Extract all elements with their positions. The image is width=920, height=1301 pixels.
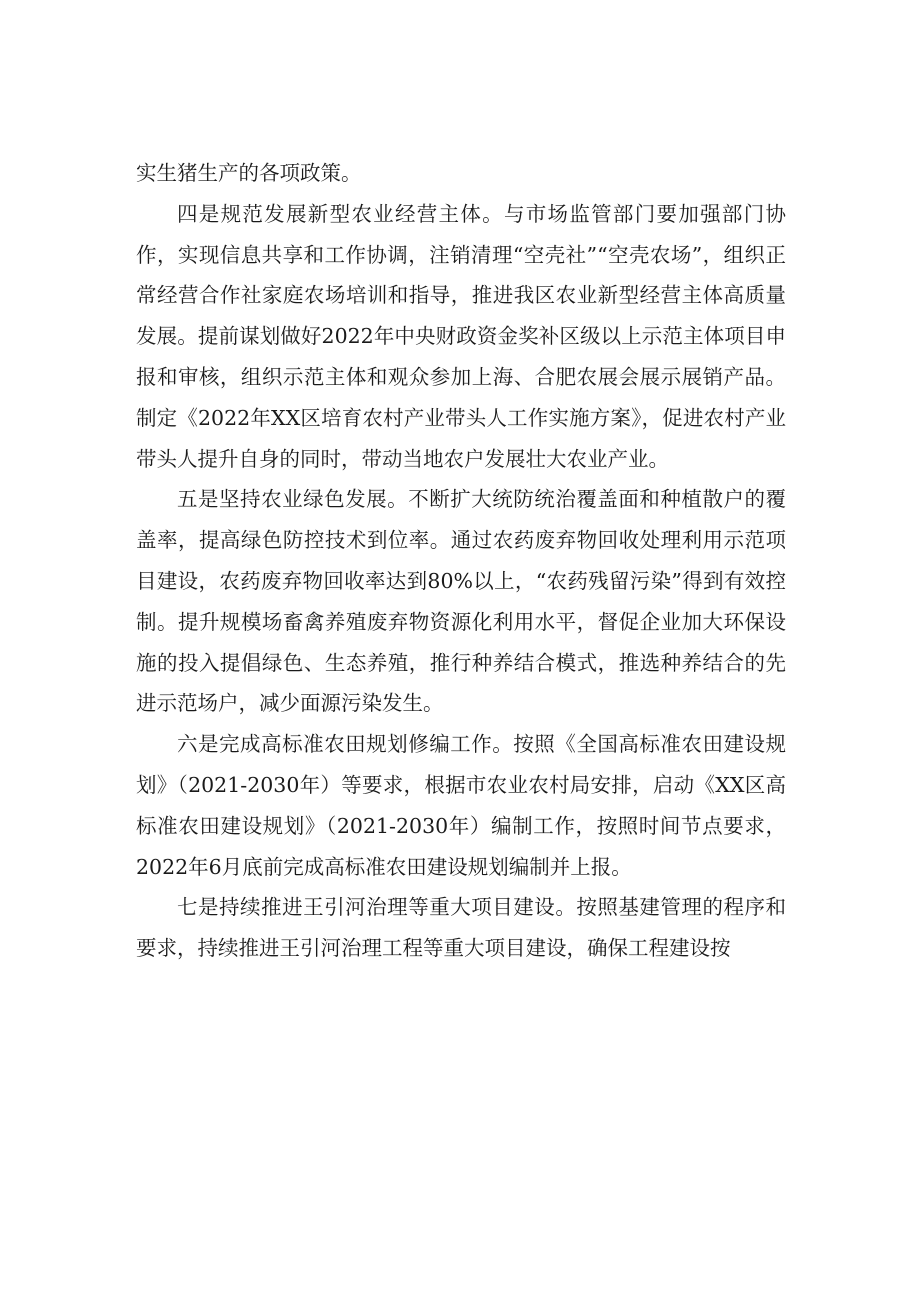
paragraph-new-agri-entities: 四是规范发展新型农业经营主体。与市场监管部门要加强部门协作，实现信息共享和工作协调，注销清理“空壳社”“空壳农场”，组织正常经营合作社家庭农场培训和指导，推进我区农业新型经营主体高质量发展。提前谋划做好2022年中央财政资金奖补区级以上示范主体项目申报和审核，组织示范主体和观众参加上海、合肥农展会展示展销产品。制定《2022年XX区培育农村产业带头人工作实施方案》，促进农村产业带头人提升自身的同时，带动当地农户发展壮大农业产业。	[136, 201, 786, 471]
paragraph-continuation: 实生猪生产的各项政策。	[136, 161, 362, 185]
paragraph-major-projects: 七是持续推进王引河治理等重大项目建设。按照基建管理的程序和要求，持续推进王引河治理工程等重大项目建设，确保工程建设按	[136, 895, 786, 961]
document-body	[136, 153, 786, 969]
paragraph-farmland-planning: 六是完成高标准农田规划修编工作。按照《全国高标准农田建设规划》（2021-2030年）等要求，根据市农业农村局安排，启动《XX区高标准农田建设规划》（2021-2030年）编制工作，按照时间节点要求，2022年6月底前完成高标准农田建设规划编制并上报。	[136, 732, 786, 879]
paragraph-green-development: 五是坚持农业绿色发展。不断扩大统防统治覆盖面和种植散户的覆盖率，提高绿色防控技术到位率。通过农药废弃物回收处理利用示范项目建设，农药废弃物回收率达到80%以上，“农药残留污染”得到有效控制。提升规模场畜禽养殖废弃物资源化利用水平，督促企业加大环保设施的投入提倡绿色、生态养殖，推行种养结合模式，推选种养结合的先进示范场户，减少面源污染发生。	[136, 487, 786, 716]
